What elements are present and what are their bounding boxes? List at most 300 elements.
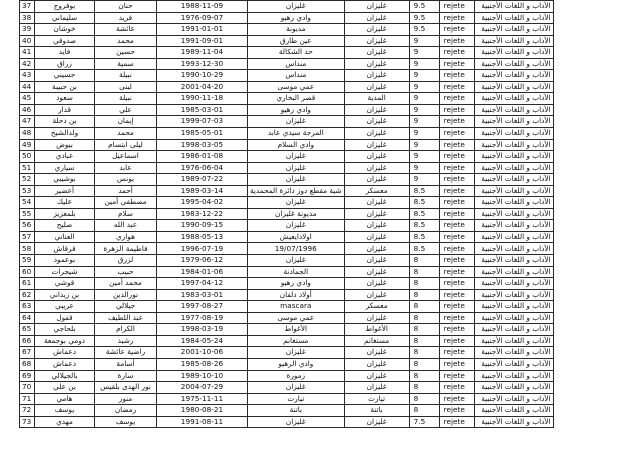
row-number-cell: 44 xyxy=(20,81,35,93)
first-name-cell: عبد الله xyxy=(95,220,157,232)
table-row xyxy=(20,35,554,47)
wilaya-cell: الأغواط xyxy=(344,324,409,336)
score-cell: 9.5 xyxy=(409,12,439,24)
last-name-cell: بوعمود xyxy=(35,255,95,267)
score-cell: 9 xyxy=(409,128,439,140)
specialty-cell: الآداب و اللغات الأجنبية xyxy=(474,243,553,255)
last-name-cell: عليك xyxy=(35,197,95,209)
birth-date-cell: 2001-10-06 xyxy=(157,347,248,359)
last-name-cell: حسيني xyxy=(35,70,95,82)
birth-place-cell: قصر البخاري xyxy=(248,93,345,105)
birth-place-cell: عمي موسى xyxy=(248,312,345,324)
score-cell: 8 xyxy=(409,382,439,394)
score-cell: 8 xyxy=(409,335,439,347)
row-number-cell: 52 xyxy=(20,174,35,186)
specialty-cell: الآداب و اللغات الأجنبية xyxy=(474,347,553,359)
row-number-cell: 43 xyxy=(20,70,35,82)
wilaya-cell: باتنة xyxy=(344,405,409,417)
decision-cell: rejete xyxy=(439,81,474,93)
wilaya-cell: غليزان xyxy=(344,266,409,278)
last-name-cell: بن زيداني xyxy=(35,289,95,301)
last-name-cell: بالجيلالي xyxy=(35,370,95,382)
row-number-cell: 62 xyxy=(20,289,35,301)
birth-place-cell: وادي رهيو xyxy=(248,104,345,116)
first-name-cell: محمد xyxy=(95,128,157,140)
table-row xyxy=(20,255,554,267)
decision-cell: rejete xyxy=(439,151,474,163)
table-row xyxy=(20,12,554,24)
last-name-cell: صليح xyxy=(35,220,95,232)
row-number-cell: 60 xyxy=(20,266,35,278)
birth-date-cell: 1976-09-07 xyxy=(157,12,248,24)
wilaya-cell: غليزان xyxy=(344,255,409,267)
specialty-cell: الآداب و اللغات الأجنبية xyxy=(474,1,553,13)
first-name-cell: ليلى ابتسام xyxy=(95,139,157,151)
wilaya-cell: المدية xyxy=(344,93,409,105)
birth-date-cell: 1976-06-04 xyxy=(157,162,248,174)
wilaya-cell: غليزان xyxy=(344,231,409,243)
specialty-cell: الآداب و اللغات الأجنبية xyxy=(474,116,553,128)
table-row xyxy=(20,266,554,278)
table-row xyxy=(20,289,554,301)
decision-cell: rejete xyxy=(439,197,474,209)
wilaya-cell: غليزان xyxy=(344,47,409,59)
birth-date-cell: 1977-08-19 xyxy=(157,312,248,324)
specialty-cell: الآداب و اللغات الأجنبية xyxy=(474,416,553,428)
birth-place-cell: أولاد دلفان xyxy=(248,289,345,301)
first-name-cell: نورالدين xyxy=(95,289,157,301)
last-name-cell: دعماش xyxy=(35,358,95,370)
row-number-cell: 69 xyxy=(20,370,35,382)
last-name-cell: بلمعزيز xyxy=(35,208,95,220)
first-name-cell: حبيب xyxy=(95,266,157,278)
table-row xyxy=(20,405,554,417)
score-cell: 9.5 xyxy=(409,24,439,36)
wilaya-cell: غليزان xyxy=(344,370,409,382)
row-number-cell: 64 xyxy=(20,312,35,324)
decision-cell: rejete xyxy=(439,35,474,47)
specialty-cell: الآداب و اللغات الأجنبية xyxy=(474,35,553,47)
first-name-cell: عبد اللطيف xyxy=(95,312,157,324)
last-name-cell: دومي بوجمعة xyxy=(35,335,95,347)
specialty-cell: الآداب و اللغات الأجنبية xyxy=(474,382,553,394)
last-name-cell: قدار xyxy=(35,104,95,116)
birth-date-cell: 1983-12-22 xyxy=(157,208,248,220)
last-name-cell: شيجرات xyxy=(35,266,95,278)
birth-place-cell: غليزان xyxy=(248,1,345,13)
last-name-cell: بن حبيبة xyxy=(35,81,95,93)
row-number-cell: 72 xyxy=(20,405,35,417)
table-row xyxy=(20,324,554,336)
specialty-cell: الآداب و اللغات الأجنبية xyxy=(474,231,553,243)
specialty-cell: الآداب و اللغات الأجنبية xyxy=(474,220,553,232)
birth-date-cell: 1996-07-19 xyxy=(157,243,248,255)
birth-date-cell: 1979-06-12 xyxy=(157,255,248,267)
birth-date-cell: 1983-03-01 xyxy=(157,289,248,301)
table-row xyxy=(20,208,554,220)
birth-date-cell: 1991-08-11 xyxy=(157,416,248,428)
specialty-cell: الآداب و اللغات الأجنبية xyxy=(474,393,553,405)
first-name-cell: فريد xyxy=(95,12,157,24)
first-name-cell: مصطفى أمين xyxy=(95,197,157,209)
row-number-cell: 50 xyxy=(20,151,35,163)
birth-place-cell: غليزان xyxy=(248,116,345,128)
table-row xyxy=(20,70,554,82)
last-name-cell: بوشيبي xyxy=(35,174,95,186)
specialty-cell: الآداب و اللغات الأجنبية xyxy=(474,151,553,163)
last-name-cell: عبادي xyxy=(35,151,95,163)
table-row xyxy=(20,312,554,324)
wilaya-cell: غليزان xyxy=(344,174,409,186)
score-cell: 8 xyxy=(409,312,439,324)
specialty-cell: الآداب و اللغات الأجنبية xyxy=(474,266,553,278)
table-row xyxy=(20,174,554,186)
row-number-cell: 65 xyxy=(20,324,35,336)
last-name-cell: فايد xyxy=(35,47,95,59)
wilaya-cell: غليزان xyxy=(344,312,409,324)
specialty-cell: الآداب و اللغات الأجنبية xyxy=(474,370,553,382)
wilaya-cell: غليزان xyxy=(344,151,409,163)
table-row xyxy=(20,347,554,359)
table-row xyxy=(20,58,554,70)
decision-cell: rejete xyxy=(439,255,474,267)
table-row xyxy=(20,231,554,243)
first-name-cell: هواري xyxy=(95,231,157,243)
decision-cell: rejete xyxy=(439,208,474,220)
specialty-cell: الآداب و اللغات الأجنبية xyxy=(474,289,553,301)
decision-cell: rejete xyxy=(439,70,474,82)
birth-date-cell: 1985-05-01 xyxy=(157,128,248,140)
score-cell: 8 xyxy=(409,255,439,267)
decision-cell: rejete xyxy=(439,416,474,428)
wilaya-cell: غليزان xyxy=(344,208,409,220)
score-cell: 9 xyxy=(409,139,439,151)
score-cell: 8 xyxy=(409,358,439,370)
birth-place-cell: غليزان xyxy=(248,162,345,174)
birth-date-cell: 1991-01-01 xyxy=(157,24,248,36)
birth-place-cell: منداس xyxy=(248,58,345,70)
birth-date-cell: 1999-07-03 xyxy=(157,116,248,128)
table-row xyxy=(20,301,554,313)
birth-place-cell: تيارت xyxy=(248,393,345,405)
row-number-cell: 49 xyxy=(20,139,35,151)
specialty-cell: الآداب و اللغات الأجنبية xyxy=(474,58,553,70)
first-name-cell: لبنى xyxy=(95,81,157,93)
row-number-cell: 61 xyxy=(20,278,35,290)
wilaya-cell: غليزان xyxy=(344,162,409,174)
birth-date-cell: 1995-04-02 xyxy=(157,197,248,209)
birth-date-cell: 1990-11-18 xyxy=(157,93,248,105)
wilaya-cell: غليزان xyxy=(344,12,409,24)
score-cell: 9 xyxy=(409,81,439,93)
specialty-cell: الآداب و اللغات الأجنبية xyxy=(474,12,553,24)
last-name-cell: أعضير xyxy=(35,185,95,197)
first-name-cell: سمية xyxy=(95,58,157,70)
results-table xyxy=(19,0,554,428)
specialty-cell: الآداب و اللغات الأجنبية xyxy=(474,24,553,36)
table-row xyxy=(20,335,554,347)
decision-cell: rejete xyxy=(439,93,474,105)
row-number-cell: 37 xyxy=(20,1,35,13)
birth-date-cell: 1986-01-08 xyxy=(157,151,248,163)
first-name-cell: راضية عائشة xyxy=(95,347,157,359)
score-cell: 8.5 xyxy=(409,197,439,209)
decision-cell: rejete xyxy=(439,324,474,336)
row-number-cell: 58 xyxy=(20,243,35,255)
birth-date-cell: 1990-10-29 xyxy=(157,70,248,82)
score-cell: 8 xyxy=(409,278,439,290)
first-name-cell: أسامة xyxy=(95,358,157,370)
birth-place-cell: 19/07/1996 xyxy=(248,243,345,255)
birth-place-cell: مستغانم xyxy=(248,335,345,347)
score-cell: 9 xyxy=(409,47,439,59)
first-name-cell: محمد أمين xyxy=(95,278,157,290)
last-name-cell: بلحاجي xyxy=(35,324,95,336)
specialty-cell: الآداب و اللغات الأجنبية xyxy=(474,81,553,93)
birth-place-cell: غليزان xyxy=(248,416,345,428)
wilaya-cell: غليزان xyxy=(344,24,409,36)
last-name-cell: دعماش xyxy=(35,347,95,359)
score-cell: 9 xyxy=(409,70,439,82)
birth-place-cell: غليزان xyxy=(248,382,345,394)
specialty-cell: الآداب و اللغات الأجنبية xyxy=(474,278,553,290)
birth-place-cell: غليزان xyxy=(248,220,345,232)
table-row xyxy=(20,243,554,255)
table-row xyxy=(20,185,554,197)
last-name-cell: بيوض xyxy=(35,139,95,151)
birth-date-cell: 2004-07-29 xyxy=(157,382,248,394)
decision-cell: rejete xyxy=(439,1,474,13)
first-name-cell: جيلالي xyxy=(95,301,157,313)
decision-cell: rejete xyxy=(439,174,474,186)
last-name-cell: صدوقي xyxy=(35,35,95,47)
birth-place-cell: غليزان xyxy=(248,197,345,209)
row-number-cell: 38 xyxy=(20,12,35,24)
table-row xyxy=(20,104,554,116)
birth-date-cell: 1980-08-21 xyxy=(157,405,248,417)
specialty-cell: الآداب و اللغات الأجنبية xyxy=(474,185,553,197)
wilaya-cell: غليزان xyxy=(344,382,409,394)
wilaya-cell: غليزان xyxy=(344,278,409,290)
table-row xyxy=(20,370,554,382)
score-cell: 8 xyxy=(409,347,439,359)
decision-cell: rejete xyxy=(439,231,474,243)
last-name-cell: قوشي xyxy=(35,278,95,290)
score-cell: 8.5 xyxy=(409,185,439,197)
decision-cell: rejete xyxy=(439,312,474,324)
first-name-cell: يوسف xyxy=(95,416,157,428)
decision-cell: rejete xyxy=(439,370,474,382)
birth-place-cell: مديونة xyxy=(248,24,345,36)
row-number-cell: 57 xyxy=(20,231,35,243)
wilaya-cell: غليزان xyxy=(344,220,409,232)
specialty-cell: الآداب و اللغات الأجنبية xyxy=(474,162,553,174)
first-name-cell: منور xyxy=(95,393,157,405)
decision-cell: rejete xyxy=(439,12,474,24)
decision-cell: rejete xyxy=(439,128,474,140)
wilaya-cell: غليزان xyxy=(344,116,409,128)
last-name-cell: زراق xyxy=(35,58,95,70)
first-name-cell: نبيلة xyxy=(95,93,157,105)
last-name-cell: يوسف xyxy=(35,405,95,417)
birth-place-cell: الأغواط xyxy=(248,324,345,336)
birth-date-cell: 1991-09-01 xyxy=(157,35,248,47)
first-name-cell: إيمان xyxy=(95,116,157,128)
last-name-cell: هامي xyxy=(35,393,95,405)
score-cell: 9 xyxy=(409,174,439,186)
table-row xyxy=(20,1,554,13)
last-name-cell: سياري xyxy=(35,162,95,174)
wilaya-cell: غليزان xyxy=(344,1,409,13)
wilaya-cell: غليزان xyxy=(344,243,409,255)
wilaya-cell: غليزان xyxy=(344,197,409,209)
specialty-cell: الآداب و اللغات الأجنبية xyxy=(474,312,553,324)
table-row xyxy=(20,278,554,290)
wilaya-cell: غليزان xyxy=(344,416,409,428)
last-name-cell: عريبي xyxy=(35,301,95,313)
wilaya-cell: غليزان xyxy=(344,35,409,47)
score-cell: 9 xyxy=(409,35,439,47)
score-cell: 9.5 xyxy=(409,1,439,13)
decision-cell: rejete xyxy=(439,185,474,197)
row-number-cell: 66 xyxy=(20,335,35,347)
specialty-cell: الآداب و اللغات الأجنبية xyxy=(474,405,553,417)
birth-place-cell: عمي موسى xyxy=(248,81,345,93)
decision-cell: rejete xyxy=(439,162,474,174)
birth-date-cell: 1989-11-04 xyxy=(157,47,248,59)
row-number-cell: 53 xyxy=(20,185,35,197)
last-name-cell: سعود xyxy=(35,93,95,105)
decision-cell: rejete xyxy=(439,393,474,405)
birth-date-cell: 1989-10-10 xyxy=(157,370,248,382)
specialty-cell: الآداب و اللغات الأجنبية xyxy=(474,128,553,140)
wilaya-cell: غليزان xyxy=(344,347,409,359)
row-number-cell: 71 xyxy=(20,393,35,405)
specialty-cell: الآداب و اللغات الأجنبية xyxy=(474,324,553,336)
last-name-cell: بن علي xyxy=(35,382,95,394)
specialty-cell: الآداب و اللغات الأجنبية xyxy=(474,301,553,313)
decision-cell: rejete xyxy=(439,278,474,290)
first-name-cell: محمد xyxy=(95,35,157,47)
specialty-cell: الآداب و اللغات الأجنبية xyxy=(474,47,553,59)
birth-place-cell: منداس xyxy=(248,70,345,82)
score-cell: 8 xyxy=(409,393,439,405)
last-name-cell: قفول xyxy=(35,312,95,324)
score-cell: 8.5 xyxy=(409,208,439,220)
score-cell: 8 xyxy=(409,266,439,278)
decision-cell: rejete xyxy=(439,405,474,417)
first-name-cell: علي xyxy=(95,104,157,116)
row-number-cell: 41 xyxy=(20,47,35,59)
decision-cell: rejete xyxy=(439,139,474,151)
score-cell: 8 xyxy=(409,301,439,313)
decision-cell: rejete xyxy=(439,347,474,359)
specialty-cell: الآداب و اللغات الأجنبية xyxy=(474,70,553,82)
row-number-cell: 63 xyxy=(20,301,35,313)
birth-date-cell: 1989-03-14 xyxy=(157,185,248,197)
table-row xyxy=(20,393,554,405)
birth-place-cell: مديونة غليزان xyxy=(248,208,345,220)
wilaya-cell: غليزان xyxy=(344,139,409,151)
score-cell: 8.5 xyxy=(409,231,439,243)
decision-cell: rejete xyxy=(439,289,474,301)
birth-date-cell: 1988-05-13 xyxy=(157,231,248,243)
row-number-cell: 47 xyxy=(20,116,35,128)
row-number-cell: 40 xyxy=(20,35,35,47)
birth-place-cell: وادي السلام xyxy=(248,139,345,151)
score-cell: 9 xyxy=(409,58,439,70)
birth-place-cell: غليزان xyxy=(248,174,345,186)
score-cell: 9 xyxy=(409,162,439,174)
birth-place-cell: الجمادنة xyxy=(248,266,345,278)
birth-date-cell: 1998-03-19 xyxy=(157,324,248,336)
birth-date-cell: 1988-11-09 xyxy=(157,1,248,13)
wilaya-cell: غليزان xyxy=(344,70,409,82)
wilaya-cell: تيارت xyxy=(344,393,409,405)
row-number-cell: 56 xyxy=(20,220,35,232)
birth-place-cell: عين طارق xyxy=(248,35,345,47)
score-cell: 9 xyxy=(409,93,439,105)
birth-place-cell: غليزان xyxy=(248,151,345,163)
birth-date-cell: 1985-08-26 xyxy=(157,358,248,370)
birth-date-cell: 1997-04-12 xyxy=(157,278,248,290)
birth-date-cell: 1989-07-22 xyxy=(157,174,248,186)
birth-place-cell: mascara xyxy=(248,301,345,313)
first-name-cell: سلام xyxy=(95,208,157,220)
wilaya-cell: غليزان xyxy=(344,128,409,140)
specialty-cell: الآداب و اللغات الأجنبية xyxy=(474,197,553,209)
row-number-cell: 46 xyxy=(20,104,35,116)
birth-date-cell: 1984-05-24 xyxy=(157,335,248,347)
table-row xyxy=(20,197,554,209)
birth-place-cell: شية مقطع دوز دائرة المحمدية xyxy=(248,185,345,197)
first-name-cell: حنان xyxy=(95,1,157,13)
row-number-cell: 70 xyxy=(20,382,35,394)
row-number-cell: 73 xyxy=(20,416,35,428)
last-name-cell: قرقاش xyxy=(35,243,95,255)
row-number-cell: 39 xyxy=(20,24,35,36)
score-cell: 8 xyxy=(409,324,439,336)
wilaya-cell: غليزان xyxy=(344,58,409,70)
row-number-cell: 51 xyxy=(20,162,35,174)
first-name-cell: لزرق xyxy=(95,255,157,267)
last-name-cell: خوشان xyxy=(35,24,95,36)
specialty-cell: الآداب و اللغات الأجنبية xyxy=(474,208,553,220)
decision-cell: rejete xyxy=(439,116,474,128)
table-row xyxy=(20,116,554,128)
specialty-cell: الآداب و اللغات الأجنبية xyxy=(474,358,553,370)
decision-cell: rejete xyxy=(439,220,474,232)
birth-place-cell: زمورة xyxy=(248,370,345,382)
last-name-cell: ولدالشيخ xyxy=(35,128,95,140)
row-number-cell: 48 xyxy=(20,128,35,140)
birth-place-cell: وادي الرهيو xyxy=(248,358,345,370)
wilaya-cell: معسكر xyxy=(344,185,409,197)
birth-place-cell: غليزان xyxy=(248,255,345,267)
table-body xyxy=(20,1,554,428)
row-number-cell: 42 xyxy=(20,58,35,70)
birth-place-cell: غليزان xyxy=(248,347,345,359)
wilaya-cell: غليزان xyxy=(344,358,409,370)
last-name-cell: العناني xyxy=(35,231,95,243)
first-name-cell: الكرام xyxy=(95,324,157,336)
score-cell: 8 xyxy=(409,370,439,382)
row-number-cell: 59 xyxy=(20,255,35,267)
first-name-cell: سارة xyxy=(95,370,157,382)
first-name-cell: رمضان xyxy=(95,405,157,417)
specialty-cell: الآداب و اللغات الأجنبية xyxy=(474,174,553,186)
table-row xyxy=(20,139,554,151)
